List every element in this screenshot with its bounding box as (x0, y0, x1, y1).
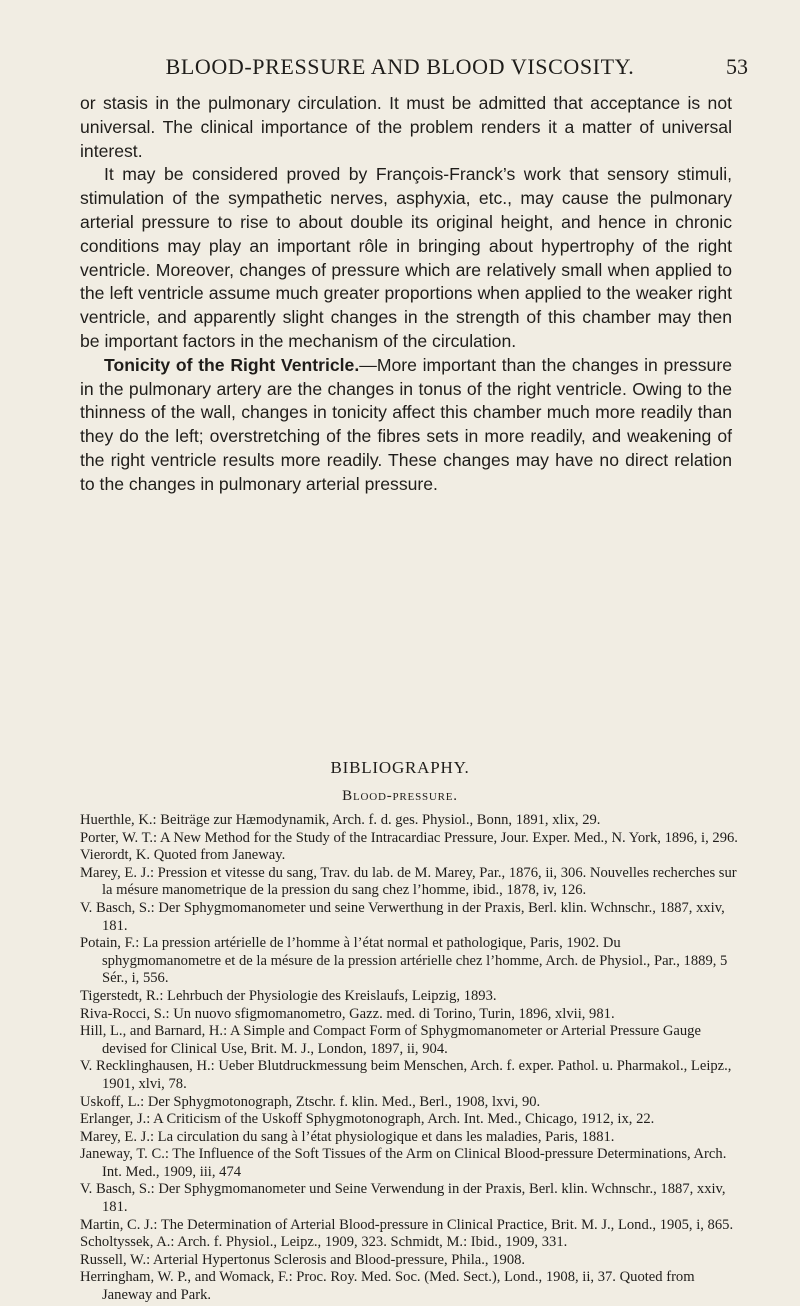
paragraph-3-text: —More important than the changes in pressure in the pulmonary artery are the changes in tonus of the right ventricle. Owing to the thinness of the wall, changes in tonicity affect this chamber much more readily than they do the left; overstretching of the fibres sets in more readily, and weakening of the right ventricle results more readily. These changes may have no direct relation to the changes in pulmonary arterial pressure. (80, 354, 732, 494)
bibliography-entry: Erlanger, J.: A Criticism of the Uskoff Sphygmotonograph, Arch. Int. Med., Chicago, 1912, ix, 22. (80, 1111, 655, 1128)
bibliography-subtitle: Blood-pressure. (342, 788, 458, 804)
bibliography-entry: Uskoff, L.: Der Sphygmotonograph, Ztschr. f. klin. Med., Berl., 1908, lxvi, 90. (80, 1093, 541, 1110)
bibliography-entry: V. Basch, S.: Der Sphygmomanometer und Seine Verwendung in der Praxis, Berl. klin. Wchnschr., 1887, xxiv, 181. (80, 1181, 726, 1216)
bibliography-entry: Vierordt, K. Quoted from Janeway. (80, 847, 286, 864)
paragraph-1: or stasis in the pulmonary circulation. It must be admitted that acceptance is not universal. The clinical importance of the problem renders it a matter of universal interest. (80, 93, 732, 161)
bibliography-entry: Martin, C. J.: The Determination of Arterial Blood-pressure in Clinical Practice, Brit. M. J., Lond., 1905, i, 865. (80, 1216, 734, 1233)
bibliography-entry: Marey, E. J.: La circulation du sang à l’état physiologique et dans les maladies, Paris, 1881. (80, 1128, 615, 1145)
bibliography-entry: Marey, E. J.: Pression et vitesse du sang, Trav. du lab. de M. Marey, Par., 1876, ii, 306. Nouvelles recherches sur la mésure manometrique de la pression du sang chez l’homme, ibid., 1878, iv, 126. (80, 864, 737, 899)
section-heading-tonicity: Tonicity of the Right Ventricle. (104, 354, 360, 375)
bibliography-entry: Huerthle, K.: Beiträge zur Hæmodynamik, Arch. f. d. ges. Physiol., Bonn, 1891, xlix, 29. (80, 812, 601, 828)
bibliography-entry: Hill, L., and Barnard, H.: A Simple and Compact Form of Sphygmomanometer or Arterial Pressure Gauge devised for Clinical Use, Brit. M. J., London, 1897, ii, 904. (80, 1023, 701, 1057)
page-header (0, 52, 800, 82)
paragraph-2: It may be considered proved by François-Franck’s work that sensory stimuli, stimulation of the sympathetic nerves, asphyxia, etc., may cause the pulmonary arterial pressure to rise to about double its original height, and hence in chronic conditions may play an important rôle in bringing about hypertrophy of the right ventricle. Moreover, changes of pressure which are relatively small when applied to the left ventricle assume much greater proportions when applied to the weaker right ventricle, and apparently slight changes in the strength of this chamber may then be important factors in the mechanism of the circulation. (80, 164, 732, 351)
bibliography-entry: V. Recklinghausen, H.: Ueber Blutdruckmessung beim Menschen, Arch. f. exper. Pathol. u. Pharmakol., Leipz., 1901, xlvi, 78. (80, 1058, 732, 1092)
bibliography-entry: Riva-Rocci, S.: Un nuovo sfigmomanometro, Gazz. med. di Torino, Turin, 1896, xlvii, 981. (80, 1005, 615, 1022)
bibliography-list (80, 812, 740, 1305)
paragraph-3 (80, 354, 732, 497)
bibliography-entry: Janeway, T. C.: The Influence of the Soft Tissues of the Arm on Clinical Blood-pressure Determinations, Arch. Int. Med., 1909, iii, 474 (80, 1146, 727, 1180)
bibliography-entry: V. Basch, S.: Der Sphygmomanometer und seine Verwerthung in der Praxis, Berl. klin. Wchnschr., 1887, xxiv, 181. (80, 899, 725, 934)
bibliography-entry: Potain, F.: La pression artérielle de l’homme à l’état normal et pathologique, Paris, 1902. Du sphygmomanometre et de la mésure de la pression artérielle chez l’homme, Arch. de Physiol., Par., 1889, 5 Sér., i, 556. (80, 935, 728, 987)
bibliography-entry: Tigerstedt, R.: Lehrbuch der Physiologie des Kreislaufs, Leipzig, 1893. (80, 987, 497, 1004)
bibliography-entry: Herringham, W. P., and Womack, F.: Proc. Roy. Med. Soc. (Med. Sect.), Lond., 1908, ii, 37. Quoted from Janeway and Park. (80, 1269, 695, 1304)
page-number: 53 (726, 54, 748, 79)
body-text (80, 92, 732, 497)
bibliography-entry: Porter, W. T.: A New Method for the Study of the Intracardiac Pressure, Jour. Exper. Med., N. York, 1896, i, 296. (80, 829, 738, 846)
bibliography-entry: Scholtyssek, A.: Arch. f. Physiol., Leipz., 1909, 323. Schmidt, M.: Ibid., 1909, 331. (80, 1234, 568, 1251)
bibliography-title: BIBLIOGRAPHY. (330, 758, 470, 777)
bibliography-entry: Russell, W.: Arterial Hypertonus Sclerosis and Blood-pressure, Phila., 1908. (80, 1251, 526, 1268)
running-title: BLOOD-PRESSURE AND BLOOD VISCOSITY. (165, 54, 635, 79)
